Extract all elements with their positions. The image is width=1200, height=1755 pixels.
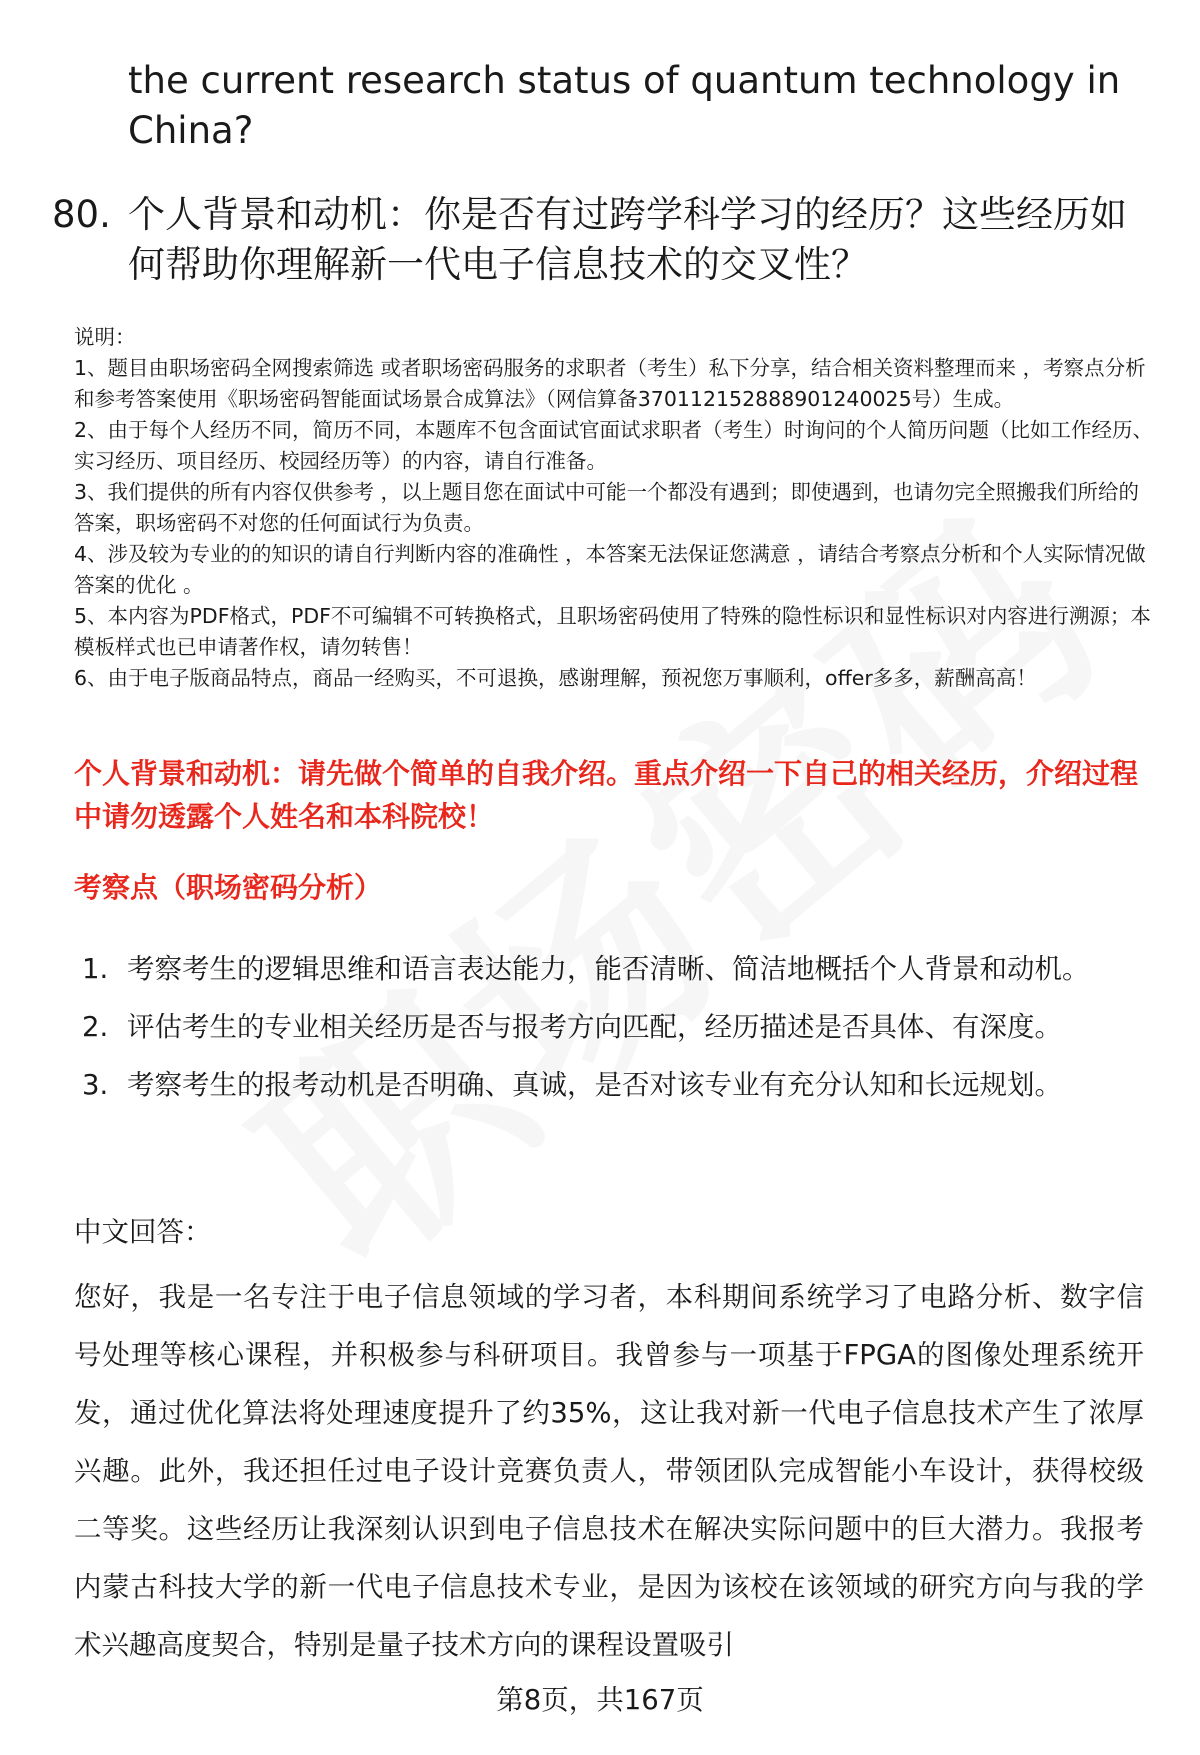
note-item: 3、我们提供的所有内容仅供参考 ，以上题目您在面试中可能一个都没有遇到；即使遇到，也请勿完全照搬我们所给的答案，职场密码不对您的任何面试行为负责。 bbox=[74, 480, 1140, 535]
point-text: 考察考生的逻辑思维和语言表达能力，能否清晰、简洁地概括个人背景和动机。 bbox=[127, 953, 1090, 985]
note-item: 2、由于每个人经历不同，简历不同，本题库不包含面试官面试求职者（考生）时询问的个人简历问题（比如工作经历、实习经历、项目经历、校园经历等）的内容，请自行准备。 bbox=[74, 418, 1154, 473]
point-number: 1. bbox=[82, 953, 109, 985]
question-text: 个人背景和动机：你是否有过跨学科学习的经历？这些经历如何帮助你理解新一代电子信息技术的交叉性？ bbox=[128, 193, 1127, 286]
answer-body: 您好，我是一名专注于电子信息领域的学习者，本科期间系统学习了电路分析、数字信号处理等核心课程，并积极参与科研项目。我曾参与一项基于FPGA的图像处理系统开发，通过优化算法将处理速度提升了约35%，这让我对新一代电子信息技术产生了浓厚兴趣。此外，我还担任过电子设计竞赛负责人，带领团队完成智能小车设计，获得校级二等奖。这些经历让我深刻认识到电子信息技术在解决实际问题中的巨大潜力。我报考内蒙古科技大学的新一代电子信息技术专业，是因为该校在该领域的研究方向与我的学术兴趣高度契合，特别是量子技术方向的课程设置吸引 bbox=[74, 1281, 1144, 1661]
analysis-heading: 考察点（职场密码分析） bbox=[74, 871, 383, 904]
highlighted-question: 个人背景和动机：请先做个简单的自我介绍。重点介绍一下自己的相关经历，介绍过程中请勿透露个人姓名和本科院校！ bbox=[74, 757, 1139, 833]
question-number: 80. bbox=[52, 193, 111, 236]
answer-heading: 中文回答： bbox=[74, 1216, 212, 1248]
note-item: 1、题目由职场密码全网搜索筛选 或者职场密码服务的求职者（考生）私下分享，结合相关资料整理而来 ，考察点分析和参考答案使用《职场密码智能面试场景合成算法》（网信算备370112152888901240025号）生成。 bbox=[74, 356, 1146, 411]
note-item: 5、本内容为PDF格式，PDF不可编辑不可转换格式，且职场密码使用了特殊的隐性标识和显性标识对内容进行溯源；本模板样式也已申请著作权，请勿转售！ bbox=[74, 604, 1151, 659]
point-text: 评估考生的专业相关经历是否与报考方向匹配，经历描述是否具体、有深度。 bbox=[127, 1011, 1062, 1043]
point-text: 考察考生的报考动机是否明确、真诚，是否对该专业有充分认知和长远规划。 bbox=[127, 1069, 1062, 1101]
analysis-point bbox=[82, 998, 1142, 1056]
note-item: 4、涉及较为专业的的知识的请自行判断内容的准确性 ，本答案无法保证您满意 ，请结合考察点分析和个人实际情况做答案的优化 。 bbox=[74, 542, 1146, 597]
notes-heading: 说明： bbox=[74, 325, 136, 349]
note-item: 6、由于电子版商品特点，商品一经购买，不可退换，感谢理解，预祝您万事顺利，offer多多，薪酬高高！ bbox=[74, 666, 1037, 690]
analysis-point bbox=[82, 1056, 1142, 1114]
page-footer: 第8页，共167页 bbox=[496, 1684, 704, 1716]
point-number: 3. bbox=[82, 1069, 109, 1101]
analysis-point bbox=[82, 940, 1142, 998]
notes-section bbox=[74, 322, 1154, 694]
analysis-points bbox=[82, 940, 1142, 1114]
question-continuation: the current research status of quantum technology in China? bbox=[128, 59, 1121, 152]
point-number: 2. bbox=[82, 1011, 109, 1043]
